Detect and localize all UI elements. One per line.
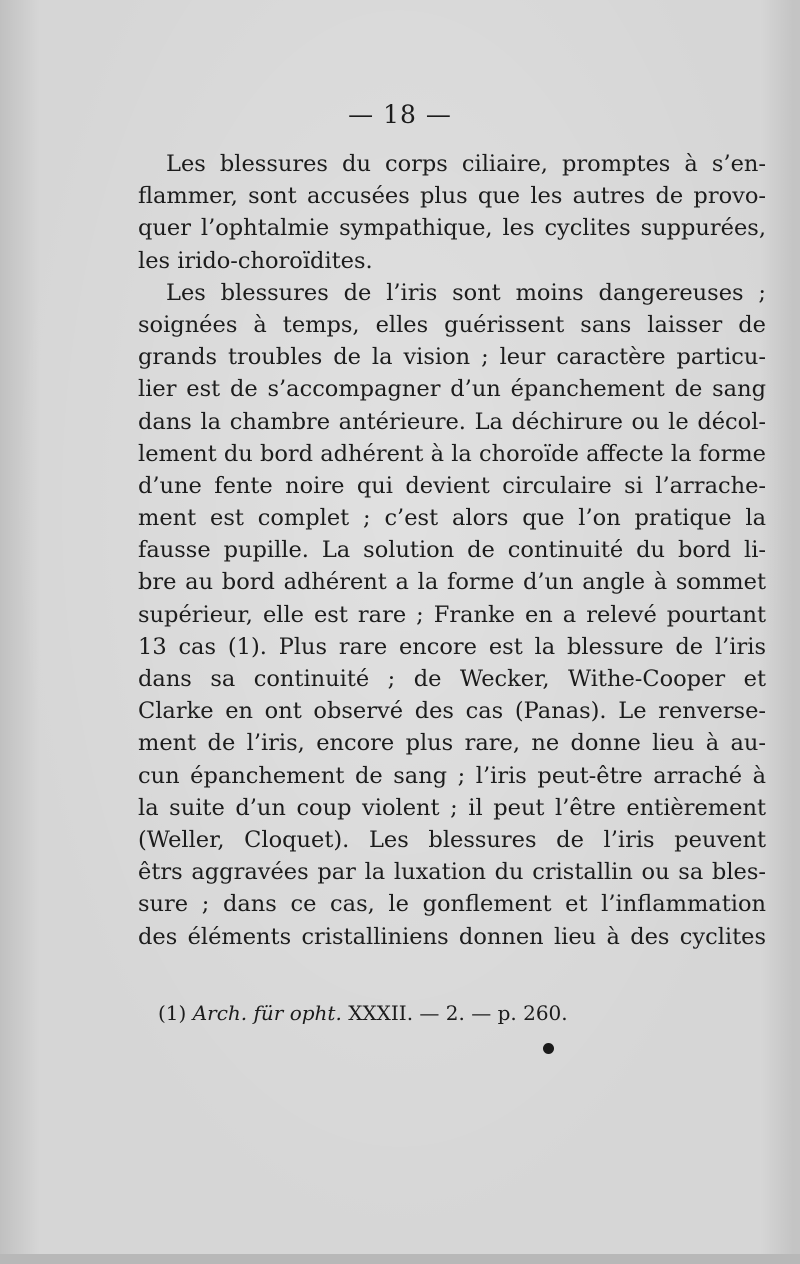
text-line: dans la chambre antérieure. La déchirure ou le décol- (138, 408, 766, 435)
text-line: Les blessures de l’iris sont moins dangereuses ; (166, 279, 766, 306)
text-line: sure ; dans ce cas, le gonflement et l’inflammation (138, 891, 766, 918)
text-line: ment de l’iris, encore plus rare, ne donne lieu à au- (138, 730, 766, 757)
text-line: les irido-choroïdites. (138, 247, 373, 274)
text-line: grands troubles de la vision ; leur caractère particu- (138, 344, 766, 371)
text-line: lier est de s’accompagner d’un épanchement de sang (138, 376, 766, 403)
footnote-marker: (1) (158, 1001, 187, 1025)
footnote (158, 1001, 568, 1025)
text-line: lement du bord adhérent à la choroïde affecte la forme (138, 440, 766, 467)
page-right-edge (794, 0, 800, 1264)
footnote-journal: Arch. für opht. (192, 1001, 342, 1025)
ink-dot-mark (543, 1043, 554, 1054)
text-line: supérieur, elle est rare ; Franke en a relevé pourtant (138, 601, 766, 628)
text-line: des éléments cristalliniens donnen lieu à des cyclites (138, 923, 766, 950)
footnote-reference: XXXII. — 2. — p. 260. (348, 1001, 568, 1025)
text-line: ment est complet ; c’est alors que l’on pratique la (138, 505, 766, 532)
page-bottom-edge (0, 1254, 800, 1264)
text-line: Clarke en ont observé des cas (Panas). Le renverse- (138, 698, 766, 725)
text-line: Les blessures du corps ciliaire, promptes à s’en- (166, 151, 766, 177)
text-line: la suite d’un coup violent ; il peut l’être entièrement (138, 794, 766, 821)
body-text (138, 148, 766, 953)
page-number: — 18 — (348, 100, 452, 129)
text-line: d’une fente noire qui devient circulaire si l’arrache- (138, 472, 766, 499)
text-line: bre au bord adhérent a la forme d’un angle à sommet (138, 569, 766, 596)
text-line: cun épanchement de sang ; l’iris peut-être arraché à (138, 762, 766, 789)
text-line: êtrs aggravées par la luxation du cristallin ou sa bles- (138, 859, 766, 886)
text-line: dans sa continuité ; de Wecker, Withe-Cooper et (138, 666, 766, 692)
text-line: flammer, sont accusées plus que les autres de provo- (138, 183, 766, 210)
text-line: fausse pupille. La solution de continuité du bord li- (138, 537, 766, 564)
text-line: (Weller, Cloquet). Les blessures de l’iris peuvent (138, 826, 766, 853)
text-line: soignées à temps, elles guérissent sans laisser de (138, 311, 766, 338)
text-line: quer l’ophtalmie sympathique, les cyclites suppurées, (138, 215, 766, 242)
text-line: 13 cas (1). Plus rare encore est la blessure de l’iris (138, 633, 766, 660)
